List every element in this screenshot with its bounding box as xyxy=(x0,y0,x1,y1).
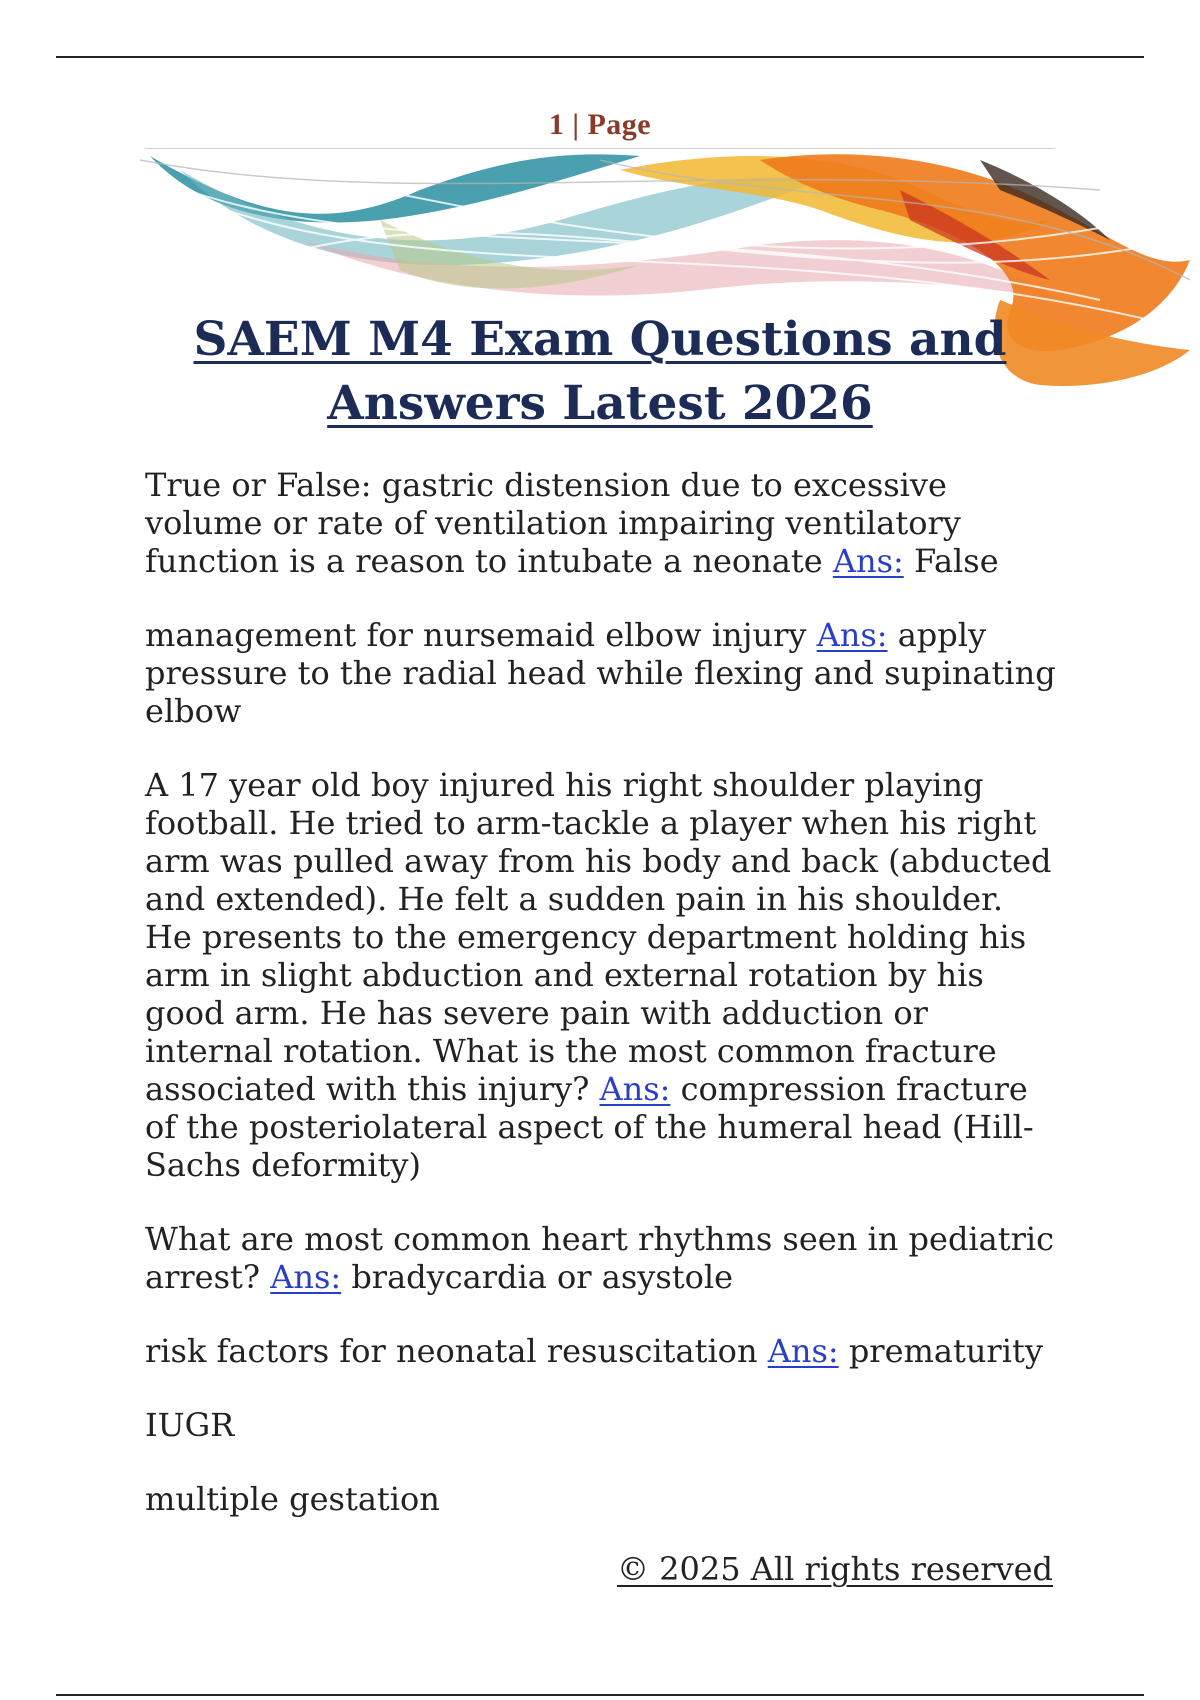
ans-link[interactable]: Ans: xyxy=(832,542,904,580)
ans-link[interactable]: Ans: xyxy=(599,1070,671,1108)
qa-item xyxy=(145,466,1060,580)
question-text: management for nursemaid elbow injury xyxy=(145,616,807,654)
answer-text: bradycardia or asystole xyxy=(351,1258,734,1296)
copyright-footer: © 2025 All rights reserved xyxy=(617,1550,1053,1588)
qa-item xyxy=(145,766,1060,1184)
page-number: 1 | Page xyxy=(548,108,652,141)
header-divider xyxy=(145,148,1055,149)
question-text: True or False: gastric distension due to excessive volume or rate of ventilation impairing ventilatory function is a reason to intubate a neonate xyxy=(145,466,961,580)
document-title: SAEM M4 Exam Questions and Answers Latest 2026 xyxy=(193,312,1007,431)
ans-link[interactable]: Ans: xyxy=(767,1332,839,1370)
question-text: A 17 year old boy injured his right shoulder playing football. He tried to arm-tackle a player when his right arm was pulled away from his body and back (abducted and extended). He felt a sudden pain in his shoulder. He presents to the emergency department holding his arm in slight abduction and external rotation by his good arm. He has severe pain with adduction or internal rotation. What is the most common fracture associated with this injury? xyxy=(145,766,1052,1108)
question-text: risk factors for neonatal resuscitation xyxy=(145,1332,758,1370)
bottom-rule xyxy=(56,1694,1144,1696)
qa-item xyxy=(145,1220,1060,1296)
list-line: IUGR xyxy=(145,1406,235,1444)
answer-text: prematurity xyxy=(848,1332,1043,1370)
swoosh-teal xyxy=(150,154,640,222)
ans-link[interactable]: Ans: xyxy=(816,616,888,654)
ans-link[interactable]: Ans: xyxy=(270,1258,342,1296)
top-rule xyxy=(56,56,1144,58)
list-line: multiple gestation xyxy=(145,1480,440,1518)
answer-text: apply pressure to the radial head while flexing and supinating elbow xyxy=(145,616,1056,730)
qa-item xyxy=(145,616,1060,730)
answer-text: compression fracture of the posteriolateral aspect of the humeral head (Hill-Sachs deformity) xyxy=(145,1070,1034,1184)
answer-text: False xyxy=(913,542,999,580)
qa-item xyxy=(145,1332,1060,1370)
question-text: What are most common heart rhythms seen in pediatric arrest? xyxy=(145,1220,1055,1296)
qa-content xyxy=(145,466,1060,1554)
